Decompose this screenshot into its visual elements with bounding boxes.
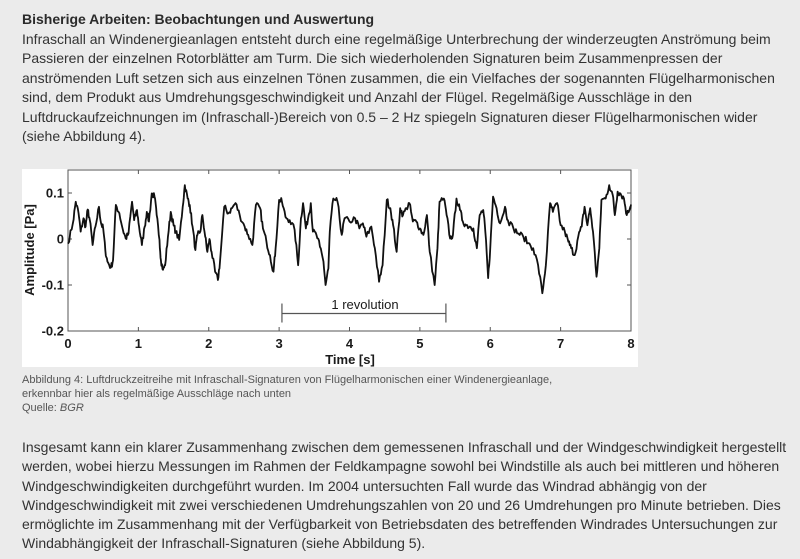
x-tick-label: 6 <box>486 336 494 351</box>
body-line: Windabhängigkeit der Infraschall-Signaturen (siehe Abbildung 5). <box>22 535 426 552</box>
source-value: BGR <box>59 402 84 414</box>
y-tick-label: 0.1 <box>45 185 64 201</box>
body-line: ermöglichte im Zusammenhang mit der Verfügbarkeit von Betriebsdaten des betreffenden Windrades Untersuchungen zur <box>22 516 778 533</box>
x-tick-label: 5 <box>416 336 424 351</box>
intro-line: (siehe Abbildung 4). <box>22 128 146 144</box>
caption-line: Abbildung 4: Luftdruckzeitreihe mit Infraschall-Signaturen von Flügelharmonischen einer Windenergieanlage, <box>22 374 553 386</box>
y-tick-label: -0.2 <box>41 323 64 339</box>
intro-line: sind, dem Produkt aus Umdrehungsgeschwindigkeit und Anzahl der Flügel. Regelmäßige Ausschläge in den <box>22 89 693 105</box>
annotation-label: 1 revolution <box>331 297 399 312</box>
body-line: Insgesamt kann ein klarer Zusammenhang zwischen dem gemessenen Infraschall und der Windgeschwindigkeit hergestellt <box>22 439 787 455</box>
x-tick-label: 3 <box>275 336 283 351</box>
intro-line: Infraschall an Windenergieanlagen entsteht durch eine regelmäßige Unterbrechung der winderzeugten Anströmung beim <box>22 30 771 47</box>
body-line: Windgeschwindigkeit mit zwei verschiedenen Umdrehungszahlen von 20 und 26 Umdrehungen pro Minute betrieben. Dies <box>22 496 781 513</box>
intro-line: anströmenden Luft setzen sich aus einzelnen Tönen zusammen, die ein Vielfaches der sogenannten Flügelharmonischen <box>22 69 775 86</box>
time-series-chart <box>22 169 638 367</box>
intro-line: Luftdruckaufzeichnungen im (Infraschall-)Bereich von 0.5 – 2 Hz spiegeln Signaturen dieser Flügelharmonischen wider <box>22 108 758 125</box>
body-paragraph <box>22 438 786 554</box>
section-heading: Bisherige Arbeiten: Beobachtungen und Auswertung <box>22 11 375 27</box>
amplitude-series-line <box>68 185 631 293</box>
y-tick-label: -0.1 <box>41 277 64 293</box>
body-line: werden, wobei hierzu Messungen im Rahmen der Feldkampagne sowohl bei Windstille als auch bei mittleren und höheren <box>22 458 780 475</box>
caption-line: erkennbar hier als regelmäßige Ausschläge nach unten <box>22 388 292 400</box>
figure-image <box>22 169 638 367</box>
figure-caption <box>22 373 552 415</box>
x-tick-label: 2 <box>205 336 213 351</box>
x-tick-label: 1 <box>134 336 142 351</box>
intro-line: Passieren der einzelnen Rotorblätter am Turm. Die sich wiederholenden Signaturen beim Zusammenpressen der <box>22 50 723 66</box>
x-tick-label: 4 <box>345 336 354 351</box>
annotation-layer <box>282 297 446 323</box>
x-tick-label: 7 <box>557 336 565 351</box>
caption-source <box>22 401 552 415</box>
y-tick-label: 0 <box>56 231 64 247</box>
x-axis-label: Time [s] <box>325 352 375 367</box>
y-axis-label: Amplitude [Pa] <box>22 204 37 296</box>
body-line: Windgeschwindigkeiten durchgeführt wurden. Im 2004 untersuchten Fall wurde das Windrad abhängig von der <box>22 477 707 494</box>
intro-section <box>22 10 775 147</box>
x-tick-label: 8 <box>627 336 635 351</box>
source-label: Quelle: <box>22 402 60 414</box>
x-tick-label: 0 <box>64 336 72 351</box>
series-layer <box>68 185 631 293</box>
